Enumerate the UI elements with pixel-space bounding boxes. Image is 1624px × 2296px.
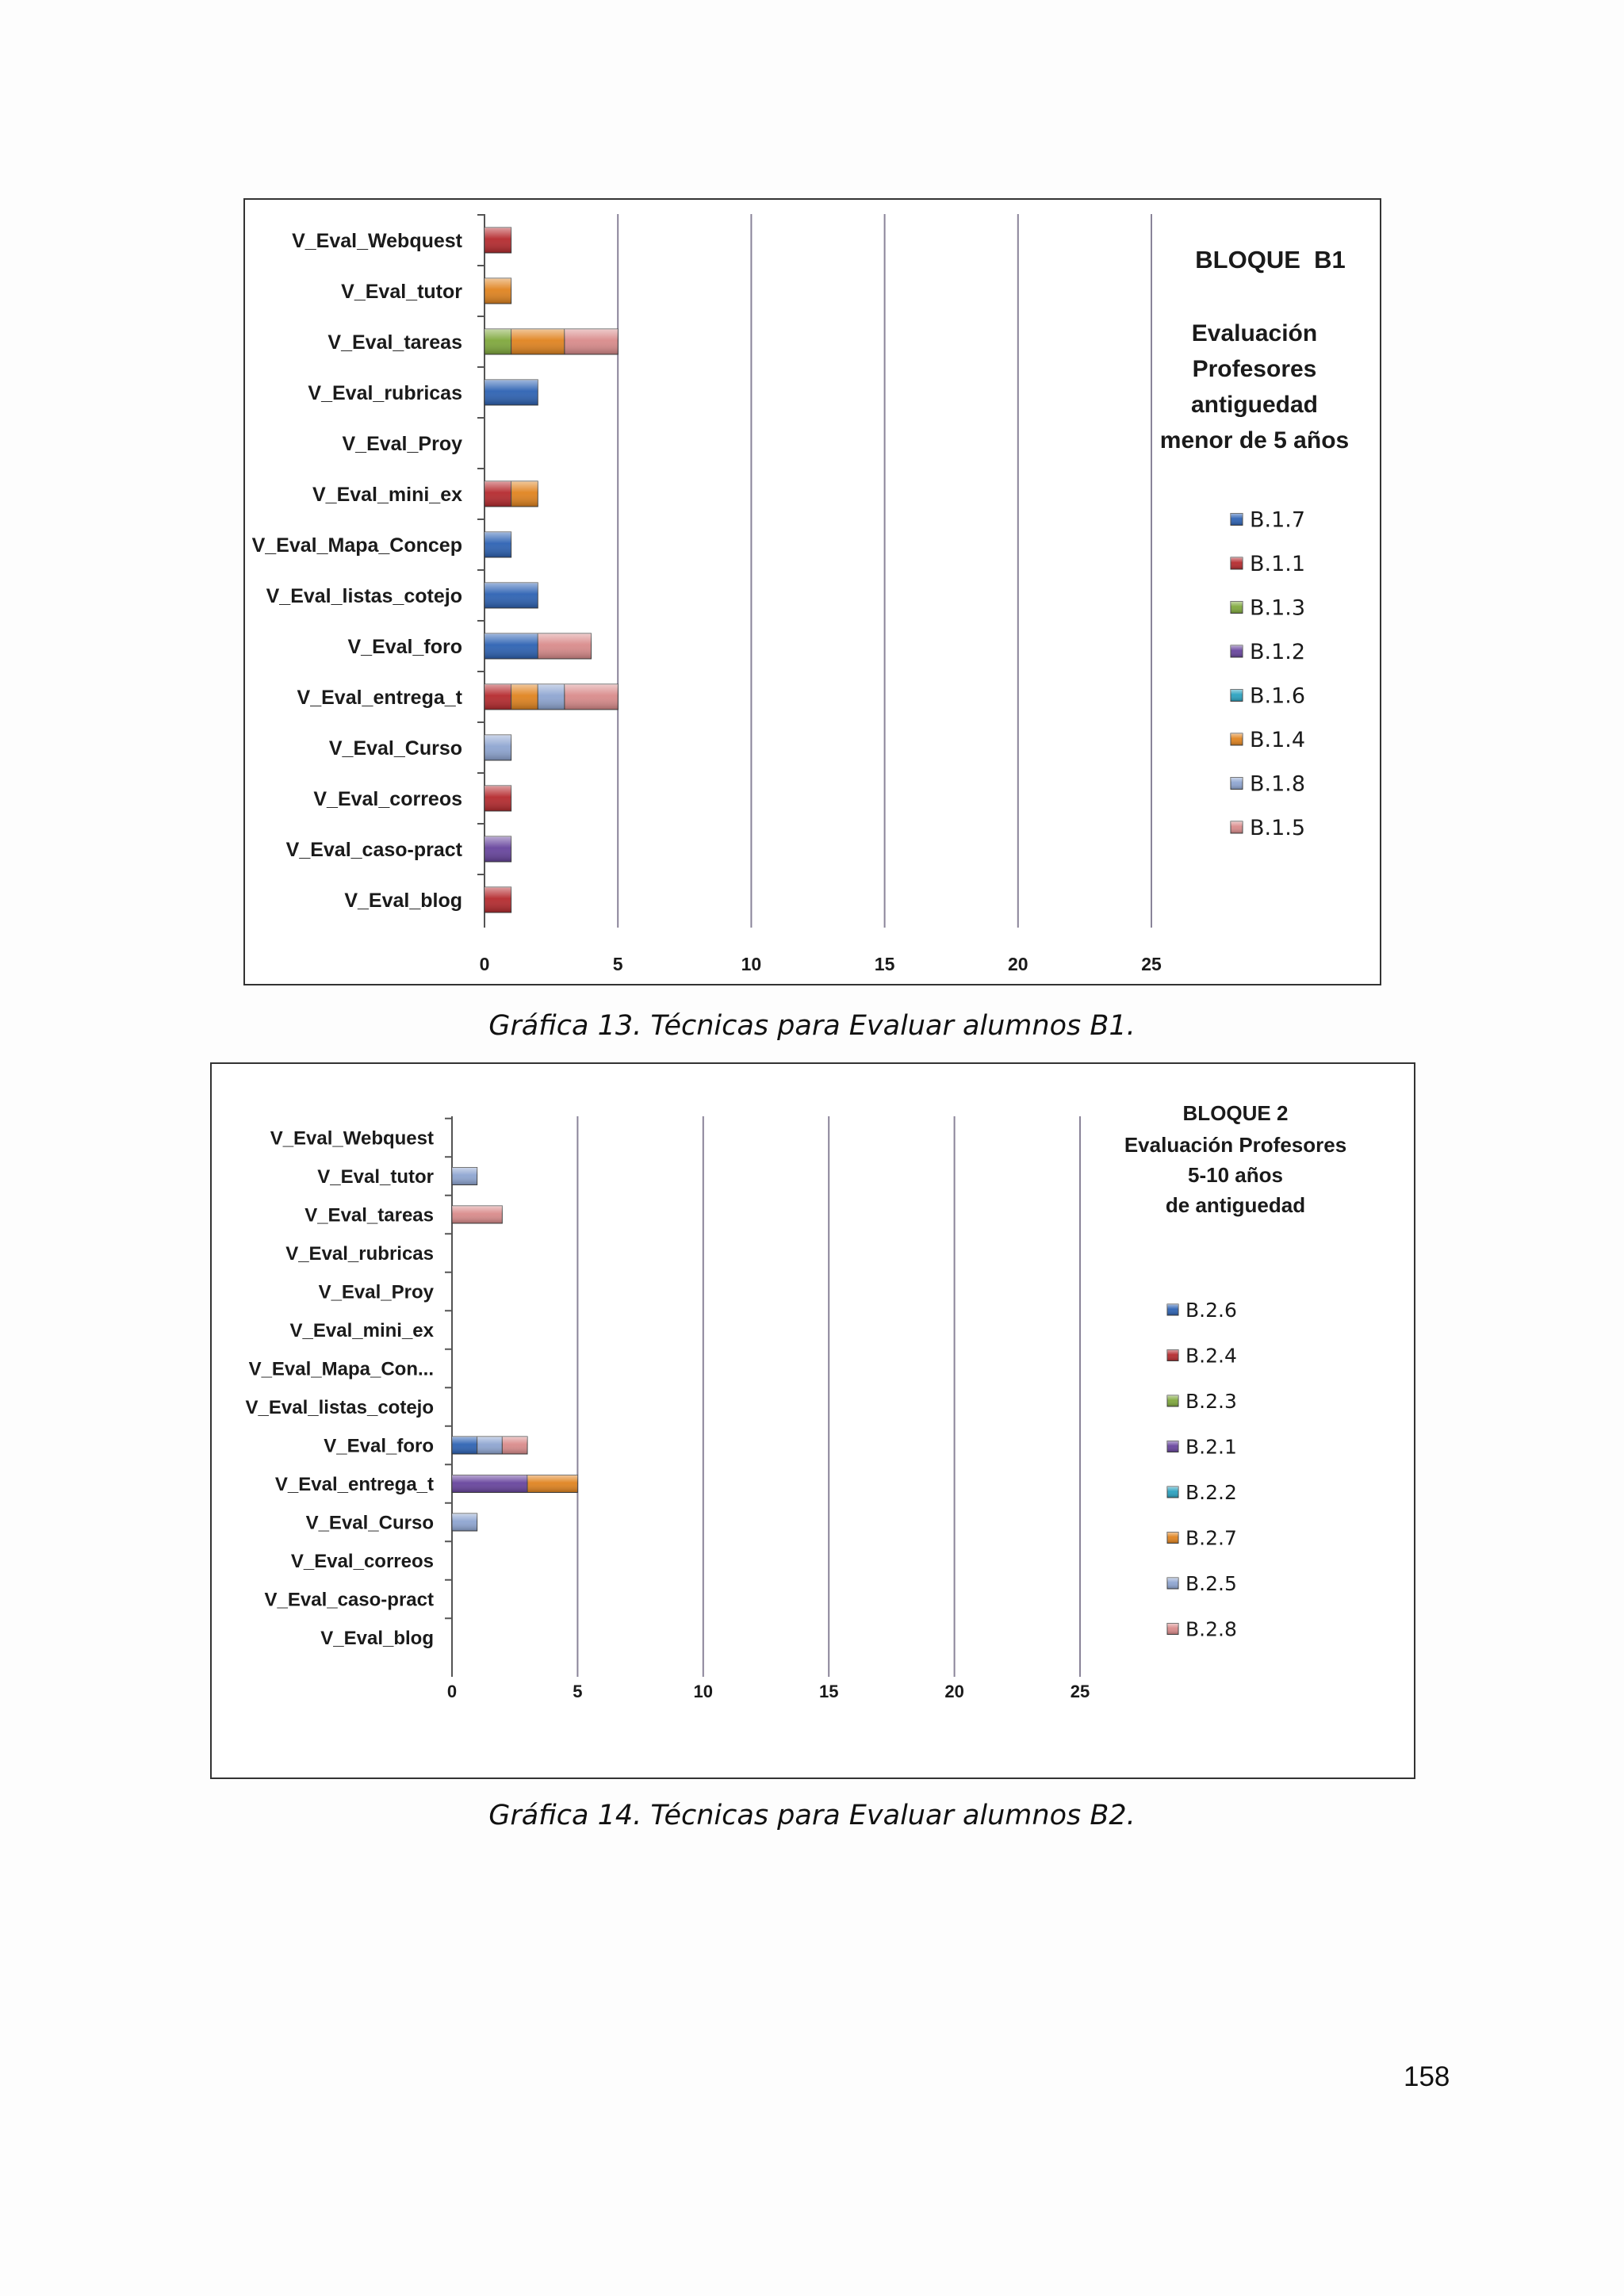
b1-legend-item-b-1-8 [1231, 772, 1305, 797]
b2-legend-label-b-2-5: B.2.5 [1185, 1572, 1237, 1595]
b1-legend-item-b-1-4 [1231, 728, 1305, 752]
b2-category-label-v-eval-blog: V_Eval_blog [320, 1627, 434, 1649]
b1-bar-v-eval-listas-cotejo-b-1-7 [485, 583, 538, 608]
b2-bar-v-eval-tutor-b-2-5 [452, 1168, 477, 1185]
b1-category-label-v-eval-mapa-concep: V_Eval_Mapa_Concep [251, 534, 462, 557]
b1-bar-v-eval-entrega-t-b-1-1 [485, 684, 511, 710]
b1-legend-label-b-1-5: B.1.5 [1250, 816, 1306, 841]
b2-x-tick-label-10: 10 [693, 1682, 714, 1701]
b1-x-tick-label-10: 10 [741, 954, 762, 974]
b1-legend-label-b-1-7: B.1.7 [1250, 507, 1306, 533]
b2-category-label-v-eval-foro: V_Eval_foro [324, 1435, 434, 1457]
b2-legend-label-b-2-4: B.2.4 [1185, 1344, 1237, 1368]
b1-bar-v-eval-foro-b-1-5 [538, 633, 591, 659]
b1-x-tick-label-5: 5 [612, 954, 623, 974]
b2-category-label-v-eval-tareas: V_Eval_tareas [304, 1204, 434, 1226]
b2-x-tick-label-25: 25 [1070, 1682, 1090, 1701]
b1-category-label-v-eval-webquest: V_Eval_Webquest [292, 229, 462, 252]
b1-legend-item-b-1-1 [1231, 552, 1305, 576]
b2-category-label-v-eval-curso: V_Eval_Curso [305, 1512, 434, 1534]
b1-bar-v-eval-entrega-t-b-1-5 [565, 684, 618, 710]
b2-legend-item-b-2-3 [1167, 1390, 1237, 1413]
b2-category-label-v-eval-tutor: V_Eval_tutor [317, 1165, 434, 1188]
caption-grafica-13: Gráfica 13. Técnicas para Evaluar alumnos B1. [488, 1010, 1136, 1042]
b2-category-label-v-eval-listas-cotejo: V_Eval_listas_cotejo [245, 1396, 434, 1418]
b2-subtitle-line-3: de antiguedad [1165, 1193, 1306, 1217]
b2-legend-label-b-2-3: B.2.3 [1185, 1390, 1237, 1413]
b1-legend-label-b-1-3: B.1.3 [1250, 595, 1306, 621]
chart-b2 [210, 1062, 1415, 1779]
b2-legend-label-b-2-6: B.2.6 [1185, 1299, 1237, 1322]
b2-subtitle-line-1: Evaluación Profesores [1124, 1133, 1347, 1157]
b1-subtitle-line-3: antiguedad [1190, 392, 1319, 418]
b1-bar-v-eval-tareas-b-1-4 [511, 329, 565, 354]
b1-category-label-v-eval-curso: V_Eval_Curso [328, 737, 462, 760]
b2-legend-item-b-2-1 [1167, 1436, 1237, 1459]
b1-legend-item-b-1-7 [1231, 508, 1305, 533]
b1-x-tick-label-25: 25 [1141, 954, 1162, 974]
b1-legend-label-b-1-2: B.1.2 [1250, 640, 1306, 665]
b1-x-tick-label-15: 15 [874, 954, 895, 974]
b1-bar-v-eval-foro-b-1-7 [485, 633, 538, 659]
b1-bar-v-eval-tareas-b-1-3 [485, 329, 511, 354]
b1-category-label-v-eval-mini-ex: V_Eval_mini_ex [312, 483, 462, 506]
b1-bar-v-eval-entrega-t-b-1-8 [538, 684, 565, 710]
b1-legend-item-b-1-2 [1231, 640, 1305, 664]
b1-category-label-v-eval-entrega-t: V_Eval_entrega_t [297, 686, 462, 709]
b2-bar-v-eval-entrega-t-b-2-7 [527, 1475, 577, 1493]
b1-category-label-v-eval-correos: V_Eval_correos [313, 787, 462, 810]
b1-category-label-v-eval-tareas: V_Eval_tareas [327, 331, 462, 354]
b1-category-label-v-eval-blog: V_Eval_blog [344, 889, 462, 912]
b2-category-label-v-eval-entrega-t: V_Eval_entrega_t [274, 1473, 434, 1495]
b1-legend-label-b-1-6: B.1.6 [1250, 683, 1306, 709]
b1-subtitle-line-1: Evaluación [1191, 320, 1318, 346]
b2-chart-title: BLOQUE 2 [1182, 1101, 1289, 1125]
b1-subtitle-line-2: Profesores [1192, 356, 1317, 382]
b2-category-label-v-eval-caso-pract: V_Eval_caso-pract [264, 1589, 434, 1611]
b1-category-label-v-eval-rubricas: V_Eval_rubricas [308, 381, 462, 404]
b2-x-tick-label-15: 15 [818, 1682, 839, 1701]
b1-category-label-v-eval-proy: V_Eval_Proy [342, 432, 462, 455]
b2-legend-label-b-2-7: B.2.7 [1185, 1526, 1237, 1550]
b1-legend-item-b-1-5 [1231, 816, 1305, 840]
b1-bar-v-eval-correos-b-1-1 [485, 786, 511, 811]
chart-b2-svg [210, 1062, 1415, 1779]
b1-chart-title: BLOQUE B1 [1195, 246, 1346, 274]
b2-category-label-v-eval-mapa-con: V_Eval_Mapa_Con... [248, 1358, 434, 1380]
b2-category-label-v-eval-mini-ex: V_Eval_mini_ex [289, 1319, 434, 1341]
b1-bar-v-eval-webquest-b-1-1 [485, 228, 511, 253]
b2-category-label-v-eval-webquest: V_Eval_Webquest [270, 1127, 434, 1150]
b1-legend-label-b-1-4: B.1.4 [1250, 728, 1306, 753]
b2-bar-v-eval-entrega-t-b-2-1 [452, 1475, 527, 1493]
b2-category-label-v-eval-proy: V_Eval_Proy [318, 1281, 434, 1303]
chart-b1-svg [243, 198, 1381, 985]
b2-bar-v-eval-foro-b-2-5 [477, 1437, 503, 1454]
b1-bar-v-eval-blog-b-1-1 [485, 887, 511, 913]
b2-legend-item-b-2-5 [1167, 1572, 1237, 1595]
b2-bar-v-eval-curso-b-2-5 [452, 1513, 477, 1531]
b2-legend-item-b-2-2 [1167, 1481, 1237, 1504]
b2-category-label-v-eval-correos: V_Eval_correos [290, 1550, 434, 1572]
b1-subtitle-line-4: menor de 5 años [1159, 427, 1350, 453]
b1-legend-item-b-1-3 [1231, 596, 1305, 621]
b1-bar-v-eval-tutor-b-1-4 [485, 278, 511, 304]
b1-category-label-v-eval-foro: V_Eval_foro [347, 635, 462, 658]
b1-legend-label-b-1-8: B.1.8 [1250, 771, 1306, 797]
b1-category-label-v-eval-tutor: V_Eval_tutor [341, 280, 462, 303]
b1-bar-v-eval-mini-ex-b-1-1 [485, 481, 511, 507]
b1-legend-item-b-1-6 [1231, 684, 1305, 709]
b2-subtitle-line-2: 5-10 años [1188, 1163, 1283, 1187]
page-number: 158 [1404, 2061, 1450, 2092]
b2-bar-v-eval-foro-b-2-8 [502, 1437, 527, 1454]
b2-legend-item-b-2-8 [1167, 1618, 1237, 1641]
b2-legend-item-b-2-4 [1167, 1345, 1237, 1368]
b2-bar-v-eval-foro-b-2-6 [452, 1437, 477, 1454]
b2-category-label-v-eval-rubricas: V_Eval_rubricas [285, 1242, 434, 1265]
b2-bar-v-eval-tareas-b-2-8 [452, 1206, 502, 1223]
b1-category-label-v-eval-caso-pract: V_Eval_caso-pract [285, 838, 462, 861]
b2-legend-item-b-2-7 [1167, 1527, 1237, 1550]
b1-category-label-v-eval-listas-cotejo: V_Eval_listas_cotejo [266, 584, 462, 607]
b1-bar-v-eval-rubricas-b-1-7 [485, 380, 538, 405]
b1-legend-label-b-1-1: B.1.1 [1250, 552, 1306, 577]
b2-legend-label-b-2-8: B.2.8 [1185, 1617, 1237, 1641]
b2-x-tick-label-5: 5 [573, 1682, 583, 1701]
b2-legend-label-b-2-2: B.2.2 [1185, 1481, 1237, 1504]
b1-bar-v-eval-caso-pract-b-1-2 [485, 836, 511, 862]
b1-bar-v-eval-entrega-t-b-1-4 [511, 684, 538, 710]
b2-x-tick-label-0: 0 [446, 1682, 458, 1701]
b1-x-tick-label-0: 0 [479, 954, 490, 974]
b1-bar-v-eval-tareas-b-1-5 [565, 329, 618, 354]
b2-x-tick-label-20: 20 [944, 1682, 964, 1701]
caption-grafica-14: Gráfica 14. Técnicas para Evaluar alumnos B2. [488, 1800, 1136, 1831]
b1-bar-v-eval-curso-b-1-8 [485, 735, 511, 760]
chart-b1 [243, 198, 1381, 985]
b2-legend-label-b-2-1: B.2.1 [1185, 1435, 1237, 1459]
b2-legend-item-b-2-6 [1167, 1299, 1237, 1322]
b1-bar-v-eval-mapa-concep-b-1-7 [485, 532, 511, 557]
b1-bar-v-eval-mini-ex-b-1-4 [511, 481, 538, 507]
b1-x-tick-label-20: 20 [1008, 954, 1028, 974]
